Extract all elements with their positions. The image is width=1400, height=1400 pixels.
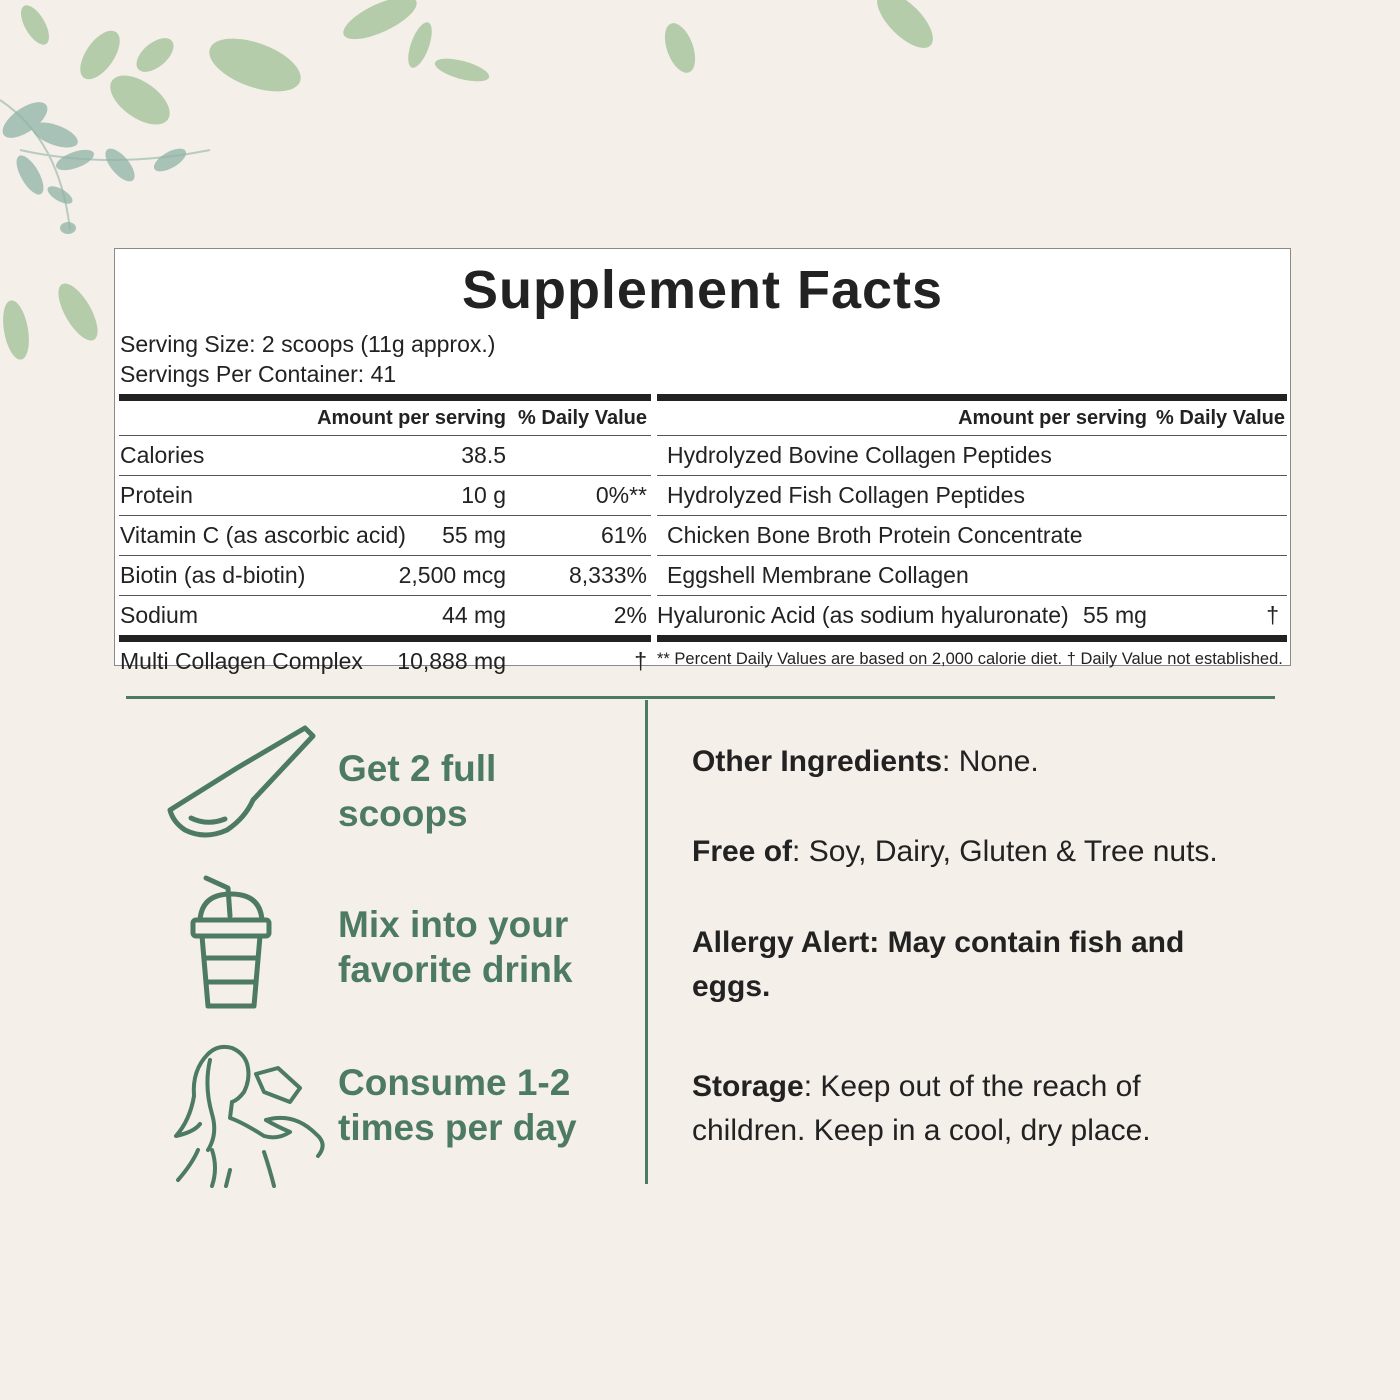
collagen-complex-row (119, 642, 651, 681)
column-divider (645, 700, 648, 1184)
table-row (657, 516, 1287, 556)
free-of-value: : Soy, Dairy, Gluten & Tree nuts. (792, 835, 1218, 868)
table-row (657, 436, 1287, 476)
storage-value: : Keep out of the reach of children. Keep in a cool, dry place. (692, 1070, 1151, 1147)
serving-size: Serving Size: 2 scoops (11g approx.) (120, 331, 496, 357)
nutrient-dv: 61% (600, 522, 647, 548)
nutrient-amount: 38.5 (461, 442, 506, 468)
free-of (692, 830, 1252, 874)
other-ingredients (692, 740, 1252, 784)
nutrient-dv: 2% (613, 602, 647, 628)
step-line: scoops (338, 793, 468, 834)
table-row (657, 596, 1287, 635)
header-amount: Amount per serving (317, 407, 506, 429)
complex-amount: 10,888 mg (397, 648, 506, 674)
other-ingredients-value: : None. (942, 745, 1039, 778)
allergy-alert-text: Allergy Alert: May contain fish and eggs. (692, 926, 1185, 1003)
storage (692, 1065, 1172, 1153)
footnote: ** Percent Daily Values are based on 2,000 calorie diet. † Daily Value not established. (657, 650, 1283, 668)
nutrient-amount: 55 mg (442, 522, 506, 548)
nutrient-name: Vitamin C (as ascorbic acid) (120, 522, 406, 548)
step-line: times per day (338, 1107, 577, 1148)
table-row (119, 476, 651, 516)
step-line: Consume 1-2 (338, 1062, 571, 1103)
table-row (119, 436, 651, 476)
drink-cup-icon (186, 872, 276, 1012)
ingredient-amount: 55 mg (1083, 602, 1147, 628)
table-row (119, 516, 651, 556)
nutrient-amount: 2,500 mcg (398, 562, 506, 588)
free-of-label: Free of (692, 835, 793, 868)
step-line: favorite drink (338, 949, 573, 990)
nutrient-name: Protein (120, 482, 193, 508)
serving-info (120, 329, 495, 389)
column-header (119, 401, 651, 436)
complex-dv: † (634, 648, 647, 674)
step-mix-text (338, 902, 572, 992)
nutrient-name: Biotin (as d-biotin) (120, 562, 306, 588)
thick-divider (657, 394, 1287, 401)
nutrient-amount: 10 g (461, 482, 506, 508)
step-line: Get 2 full (338, 748, 497, 789)
supplement-facts-panel (114, 248, 1291, 674)
facts-left-column (119, 394, 651, 681)
step-line: Mix into your (338, 904, 569, 945)
step-scoops-text (338, 746, 496, 836)
thick-divider (657, 635, 1287, 642)
header-daily-value: % Daily Value (1156, 407, 1285, 429)
ingredient-dv: † (1266, 602, 1279, 628)
woman-drinking-icon (168, 1040, 333, 1188)
storage-label: Storage (692, 1070, 804, 1103)
scoop-icon (165, 722, 320, 842)
servings-per-container: Servings Per Container: 41 (120, 361, 397, 387)
header-daily-value: % Daily Value (518, 407, 647, 429)
ingredient-name: Eggshell Membrane Collagen (667, 562, 969, 588)
nutrient-dv: 8,333% (568, 562, 647, 588)
column-header (657, 401, 1287, 436)
nutrient-amount: 44 mg (442, 602, 506, 628)
nutrient-name: Sodium (120, 602, 198, 628)
thick-divider (119, 635, 651, 642)
header-amount: Amount per serving (958, 407, 1147, 429)
complex-name: Multi Collagen Complex (120, 648, 363, 674)
section-divider (126, 696, 1275, 699)
allergy-alert (692, 921, 1202, 1009)
step-consume-text (338, 1060, 577, 1150)
ingredient-name: Hydrolyzed Fish Collagen Peptides (667, 482, 1025, 508)
table-row (119, 556, 651, 596)
facts-title: Supplement Facts (461, 260, 944, 320)
table-row (119, 596, 651, 635)
table-row (657, 556, 1287, 596)
table-row (657, 476, 1287, 516)
other-ingredients-label: Other Ingredients (692, 745, 943, 778)
ingredient-name: Hyaluronic Acid (as sodium hyaluronate) (657, 602, 1069, 628)
nutrient-name: Calories (120, 442, 205, 468)
ingredient-name: Hydrolyzed Bovine Collagen Peptides (667, 442, 1052, 468)
facts-right-column (657, 394, 1287, 668)
thick-divider (119, 394, 651, 401)
ingredient-name: Chicken Bone Broth Protein Concentrate (667, 522, 1083, 548)
nutrient-dv: 0%** (595, 482, 647, 508)
